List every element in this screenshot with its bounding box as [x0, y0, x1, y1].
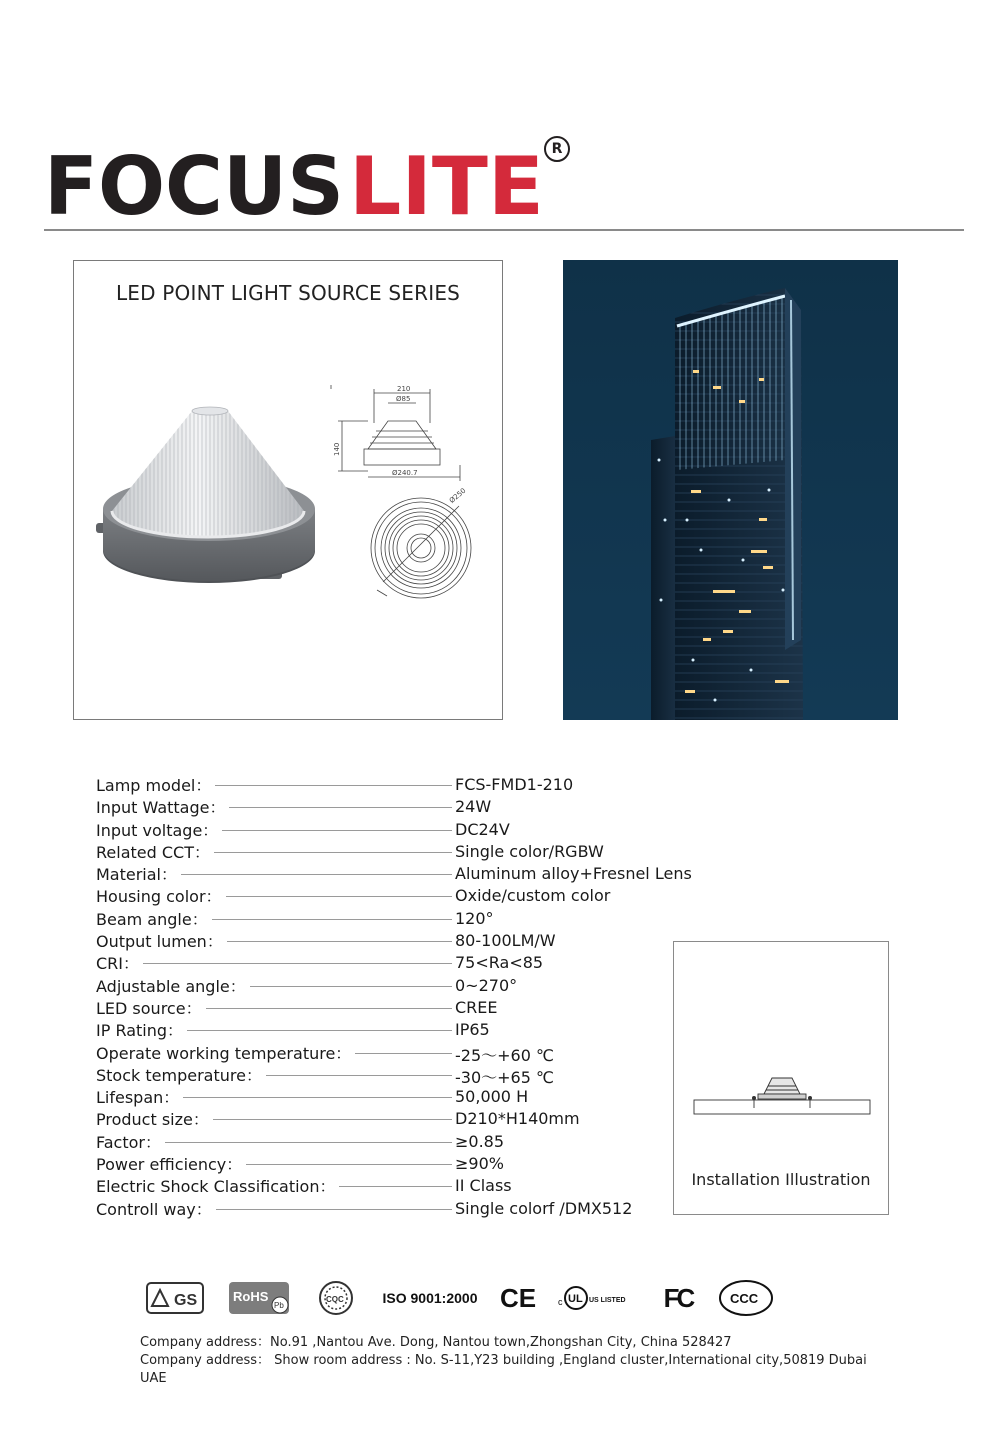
spec-value: ≥90%: [455, 1154, 504, 1174]
spec-row: [96, 862, 696, 884]
lamp-product-image: [96, 401, 322, 587]
installation-illustration-box: [673, 941, 889, 1215]
spec-row: [96, 907, 696, 929]
spec-label: Adjustable angle：: [96, 974, 250, 997]
spec-value: 50,000 H: [455, 1087, 529, 1107]
spec-label: Beam angle：: [96, 907, 212, 930]
gs-cert-icon: [146, 1278, 204, 1318]
spec-row: [96, 884, 696, 906]
spec-label: Input voltage：: [96, 818, 222, 841]
iso-9001-cert: ISO 9001:2000: [382, 1290, 478, 1306]
header-divider: [44, 229, 964, 231]
spec-value: FCS-FMD1-210: [455, 775, 574, 794]
spec-value: 24W: [455, 797, 492, 817]
logo-text-red: LITE: [349, 152, 544, 222]
spec-value: 80-100LM/W: [455, 931, 556, 951]
spec-value: Oxide/custom color: [455, 886, 611, 906]
svg-text:CQC: CQC: [326, 1295, 344, 1304]
dim-plan-dia: Ø250: [447, 486, 468, 505]
svg-text:Pb: Pb: [274, 1301, 284, 1310]
dim-height: 140: [333, 442, 341, 456]
dim-top-width: 210: [397, 385, 411, 393]
spec-value: D210*H140mm: [455, 1109, 580, 1129]
spec-value: Aluminum alloy+Fresnel Lens: [455, 864, 692, 884]
spec-label: Operate working temperature：: [96, 1041, 355, 1064]
spec-row: [96, 795, 696, 817]
spec-label: Output lumen：: [96, 929, 227, 952]
spec-row: [96, 773, 696, 795]
spec-value: DC24V: [455, 819, 510, 839]
spec-row: [96, 818, 696, 840]
series-title: LED POINT LIGHT SOURCE SERIES: [115, 281, 461, 305]
specification-list: [96, 773, 696, 1219]
spec-label: Lifespan：: [96, 1085, 183, 1108]
spec-value: CREE: [455, 997, 498, 1017]
svg-text:GS: GS: [174, 1292, 198, 1309]
spec-label: Housing color：: [96, 884, 226, 907]
spec-row: [96, 1085, 696, 1107]
ce-cert-icon: CE: [499, 1282, 537, 1313]
spec-value: IP65: [455, 1020, 490, 1040]
dim-lens-dia: Ø85: [396, 395, 411, 403]
installation-diagram: [692, 1072, 872, 1127]
spec-value: -25～+60 ℃: [455, 1045, 554, 1065]
ccc-cert-icon: [718, 1278, 774, 1318]
focuslite-logo: [44, 152, 584, 222]
rohs-cert-icon: [228, 1278, 294, 1318]
spec-value: II Class: [455, 1176, 512, 1196]
spec-label: Input Wattage：: [96, 795, 229, 818]
company-address-2: Company address： Show room address : No. S-11,Y23 building ,England cluster,International city,50819 Dubai UAE: [140, 1353, 867, 1386]
spec-label: Factor：: [96, 1130, 165, 1153]
registered-mark: R: [544, 136, 570, 162]
spec-label: Power efficiency：: [96, 1152, 246, 1175]
spec-value: Single color/RGBW: [455, 841, 604, 861]
spec-row: [96, 840, 696, 862]
spec-leader-line: [96, 963, 452, 964]
dim-base-dia: Ø240.7: [392, 469, 418, 477]
cqc-cert-icon: [318, 1278, 354, 1318]
spec-row: [96, 1152, 696, 1174]
spec-row: [96, 1107, 696, 1129]
spec-label: Electric Shock Classification：: [96, 1174, 339, 1197]
svg-text:RoHS: RoHS: [233, 1289, 269, 1304]
spec-row: [96, 1063, 696, 1085]
spec-label: Material：: [96, 862, 181, 885]
spec-label: Related CCT：: [96, 840, 214, 863]
spec-label: LED source：: [96, 996, 206, 1019]
spec-label: IP Rating：: [96, 1018, 187, 1041]
installation-caption: Installation Illustration: [691, 1170, 871, 1189]
spec-row: [96, 1174, 696, 1196]
spec-row: [96, 929, 696, 951]
company-address-footer: [140, 1334, 880, 1388]
spec-label: CRI：: [96, 951, 143, 974]
installation-building-photo: [563, 260, 898, 720]
svg-text:c: c: [558, 1297, 563, 1307]
spec-value: -30～+65 ℃: [455, 1067, 554, 1087]
product-overview-box: [73, 260, 503, 720]
spec-value: 75<Ra<85: [455, 953, 544, 973]
side-dimension-drawing: [328, 383, 478, 483]
spec-label: Controll way：: [96, 1197, 216, 1220]
spec-value: 120°: [455, 908, 494, 928]
fcc-cert-icon: FC: [663, 1282, 693, 1313]
company-address-1: Company address：No.91 ,Nantou Ave. Dong, Nantou town,Zhongshan City, China 528427: [140, 1335, 732, 1350]
spec-row: [96, 996, 696, 1018]
ul-listed-cert-icon: [558, 1278, 638, 1318]
spec-row: [96, 1197, 696, 1219]
spec-label: Stock temperature：: [96, 1063, 266, 1086]
svg-text:CCC: CCC: [730, 1291, 759, 1306]
plan-view-drawing: [359, 486, 484, 606]
spec-value: Single colorf /DMX512: [455, 1198, 633, 1218]
spec-row: [96, 974, 696, 996]
spec-row: [96, 1041, 696, 1063]
spec-label: Product size：: [96, 1107, 213, 1130]
spec-label: Lamp model：: [96, 773, 215, 796]
spec-value: 0~270°: [455, 975, 518, 995]
svg-text:US LISTED: US LISTED: [589, 1297, 626, 1304]
svg-text:UL: UL: [568, 1293, 583, 1305]
spec-row: [96, 1018, 696, 1040]
certification-logos: [146, 1278, 786, 1320]
logo-text-dark: FOCUS: [44, 152, 344, 222]
spec-row: [96, 1130, 696, 1152]
spec-value: ≥0.85: [455, 1131, 505, 1151]
spec-row: [96, 951, 696, 973]
